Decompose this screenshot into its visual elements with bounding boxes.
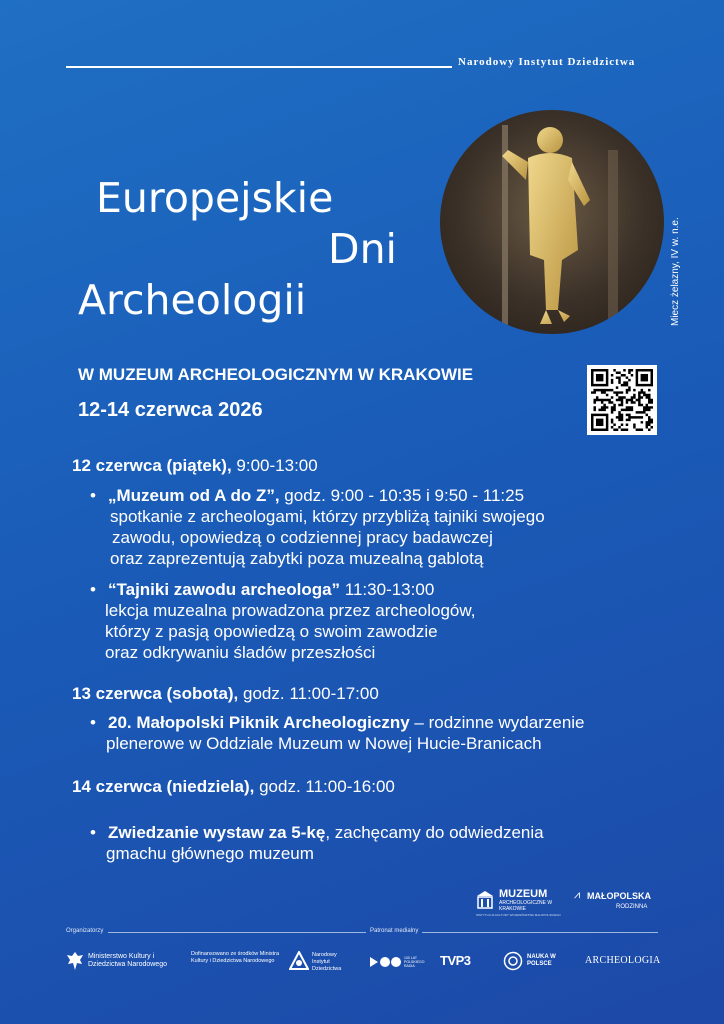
qr-finder bbox=[592, 370, 607, 385]
qr-finder bbox=[637, 370, 652, 385]
nauka-globe-icon bbox=[503, 951, 523, 971]
title-line-1: Europejskie bbox=[96, 174, 334, 222]
title-line-3: Archeologii bbox=[78, 276, 307, 324]
organizers-label: Organizatorzy bbox=[66, 928, 104, 934]
event-item: • “Tajniki zawodu archeologa” 11:30-13:00 lekcja muzealna prowadzona przez archeologów, którzy z pasją opowiedzą o swoim zawodzie oraz odkrywaniu śladów przeszłości bbox=[90, 580, 476, 662]
malopolska-logo bbox=[574, 890, 660, 914]
muzeum-logo-note: INSTYTUCJA KULTURY WOJEWÓDZTWA MAŁOPOLSKIEGO bbox=[476, 913, 561, 917]
header-org: Narodowy Instytut Dziedzictwa bbox=[458, 56, 636, 68]
artifact-photo bbox=[440, 110, 664, 334]
photo-caption: Miecz żelazny, IV w. n.e. bbox=[670, 217, 681, 326]
footer-rule bbox=[108, 932, 366, 933]
muzeum-logo-sub: ARCHEOLOGICZNE W KRAKOWIE bbox=[499, 900, 553, 912]
malopolska-name: MAŁOPOLSKA bbox=[587, 891, 651, 901]
nauka-name: NAUKA W POLSCE bbox=[527, 954, 556, 967]
qr-code[interactable] bbox=[587, 365, 657, 435]
nid-logo bbox=[289, 950, 359, 974]
ministry-name: Ministerstwo Kultury i Dziedzictwa Narodowego bbox=[88, 953, 167, 968]
muzeum-logo-main: MUZEUM bbox=[499, 888, 548, 900]
funding-note: Dofinansowano ze środków Ministra Kultury i Dziedzictwa Narodowego bbox=[191, 951, 280, 964]
muzeum-logo bbox=[476, 888, 576, 918]
event-item: • 20. Małopolski Piknik Archeologiczny – rodzinne wydarzenie plenerowe w Oddziale Muzeum w Nowej Hucie-Branicach bbox=[90, 713, 585, 753]
nid-triangle-icon bbox=[289, 951, 309, 971]
ministry-logo bbox=[66, 950, 176, 974]
event-item: • „Muzeum od A do Z”, godz. 9:00 - 10:35 i 9:50 - 11:25 spotkanie z archeologami, którzy przybliżą tajniki swojego zawodu, opowiedzą o codziennej pracy badawczej oraz zaprezentują zabytki poza muzealną gablotą bbox=[90, 486, 545, 568]
malopolska-sub: RODZINNA bbox=[616, 904, 648, 910]
header-rule bbox=[66, 66, 452, 68]
tvp3-logo: TVP3 bbox=[440, 953, 471, 968]
venue: W MUZEUM ARCHEOLOGICZNYM W KRAKOWIE bbox=[78, 365, 474, 384]
title-line-2: Dni bbox=[328, 225, 397, 273]
radio-name: 100 LAT POLSKIEGO RADIA bbox=[404, 956, 425, 968]
event-item: • Zwiedzanie wystaw za 5-kę, zachęcamy do odwiedzenia gmachu głównego muzeum bbox=[90, 823, 544, 863]
radio-logo bbox=[370, 954, 430, 970]
eagle-icon bbox=[66, 950, 84, 972]
event-dates: 12-14 czerwca 2026 bbox=[78, 399, 263, 421]
qr-finder bbox=[592, 415, 607, 430]
malopolska-mountain-icon: ⩘ bbox=[574, 889, 581, 901]
nid-name: Narodowy Instytut Dziedzictwa bbox=[312, 952, 342, 972]
footer-rule bbox=[422, 932, 658, 933]
artifact-figure-icon bbox=[440, 110, 664, 334]
day-3-heading: 14 czerwca (niedziela), godz. 11:00-16:00 bbox=[72, 777, 395, 796]
museum-building-icon bbox=[476, 890, 494, 910]
day-2-heading: 13 czerwca (sobota), godz. 11:00-17:00 bbox=[72, 684, 379, 703]
day-1-heading: 12 czerwca (piątek), 9:00-13:00 bbox=[72, 456, 318, 475]
radio-dots-icon bbox=[370, 956, 402, 968]
media-label: Patronat medialny bbox=[370, 928, 419, 934]
nauka-logo bbox=[503, 951, 567, 973]
archeologia-logo: ARCHEOLOGIA bbox=[585, 955, 661, 966]
